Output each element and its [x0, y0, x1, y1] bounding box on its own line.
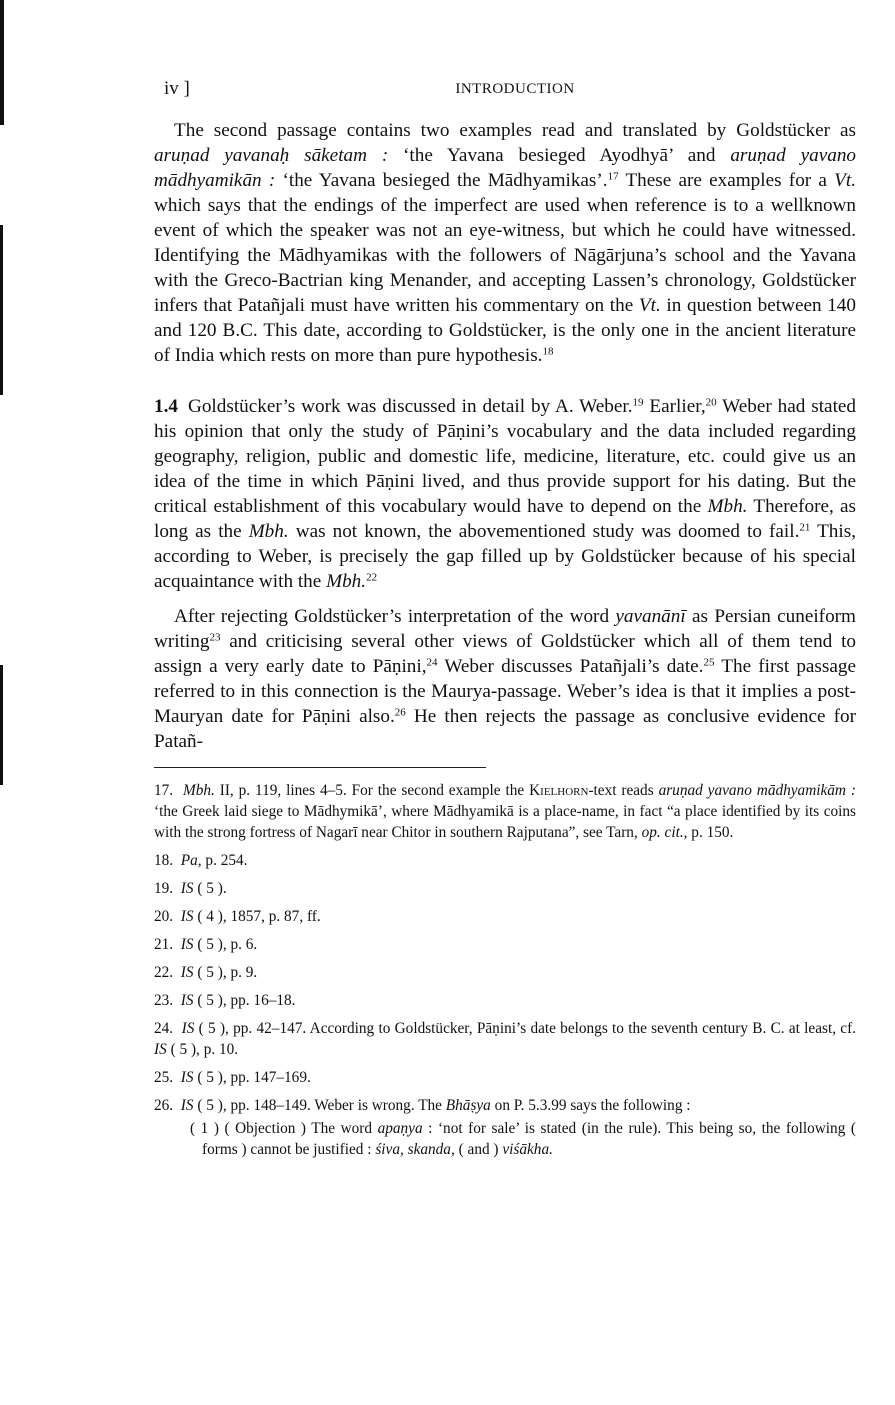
section-number: 1.4 — [154, 396, 178, 417]
footnote-ref: 20 — [705, 396, 717, 409]
footnote-24: 24. IS ( 5 ), pp. 42–147. According to Goldstücker, Pāṇini’s date belongs to the seventh century B. C. at least, cf. IS ( 5 ), p. 10. — [154, 1020, 856, 1058]
footnote-ref: 25 — [703, 656, 715, 669]
footnote-21: 21. IS ( 5 ), p. 6. — [154, 936, 258, 953]
main-text — [154, 118, 856, 754]
paragraph-goldstucker-examples: The second passage contains two examples read and translated by Goldstücker as aruṇad yavanaḥ sāketam : ‘the Yavana besieged Ayodhyā’ and aruṇad yavano mādhyamikān : ‘the Yavana besieged the Mādhyamikas’.$^{17}$ These are examples for a Vt. which says that the endings of the imperfect are used when reference is to a wellknown event of which the speaker was not an eye-witness, but which he could have witnessed. Identifying the Mādhyamikas with the followers of Nāgārjuna’s school and the Yavana with the Greco-Bactrian king Menander, and accepting Lassen’s chronology, Goldstücker infers that Patañjali must have written his commentary on the Vt. in question between 140 and 120 B.C. This date, according to Goldstücker, is the only one in the ancient literature of India which rests on more than pure hypothesis.$^{18}$ — [154, 120, 857, 366]
footnote-ref: 17 — [607, 170, 619, 183]
footnote-19: 19. IS ( 5 ). — [154, 880, 227, 897]
running-title: INTRODUCTION — [455, 81, 575, 97]
footnote-17: 17. Mbh. II, p. 119, lines 4–5. For the second example the Kielhorn-text reads aruṇad yavano mādhyamikām : ‘the Greek laid siege to Mādhymikā’, where Mādhyamikā is a place-name, in fact “a place identified by its coins with the strong fortress of Nagarī near Chitor in southern Rajputana”, see Tarn, op. cit., p. 150. — [154, 782, 856, 841]
footnote-18: 18. Pa, p. 254. — [154, 852, 248, 869]
scan-edge-mark — [0, 0, 4, 125]
paragraph-section-1-4: 1.4 Goldstücker’s work was discussed in detail by A. Weber.$^{19}$ Earlier,$^{20}$ Weber had stated his opinion that only the study of Pāṇini’s vocabulary and the data included regarding geography, religion, public and domestic life, medicine, literature, etc. could give us an idea of the time in which Pāṇini lived, and thus provide support for his dating. But the critical establishment of this vocabulary would have to depend on the Mbh. Therefore, as long as the Mbh. was not known, the abovementioned study was doomed to fail.$^{21}$ This, according to Weber, is precisely the gap filled up by Goldstücker because of his special acquaintance with the Mbh.$^{22}$ — [154, 396, 857, 592]
footnote-26: 26. IS ( 5 ), pp. 148–149. Weber is wrong. The Bhāṣya on P. 5.3.99 says the following : — [154, 1097, 691, 1114]
book-page — [154, 70, 856, 1160]
footnote-ref: 19 — [632, 396, 644, 409]
footnote-ref: 24 — [426, 656, 438, 669]
footnote-ref: 21 — [799, 521, 811, 534]
footnote-ref: 23 — [209, 631, 221, 644]
footnote-23: 23. IS ( 5 ), pp. 16–18. — [154, 992, 296, 1009]
footnote-ref: 22 — [366, 571, 378, 584]
scan-edge-mark — [0, 665, 3, 785]
footnote-divider — [154, 767, 486, 768]
scan-edge-mark — [0, 225, 3, 395]
footnote-ref: 18 — [542, 345, 554, 358]
footnote-25: 25. IS ( 5 ), pp. 147–169. — [154, 1069, 311, 1086]
paragraph-weber-discussion: After rejecting Goldstücker’s interpretation of the word yavanānī as Persian cuneiform writing$^{23}$ and criticising several other views of Goldstücker which all of them tend to assign a very early date to Pāṇini,$^{24}$ Weber discusses Patañjali’s date.$^{25}$ The first passage referred to in this connection is the Maurya-passage. Weber’s idea is that it implies a post-Mauryan date for Pāṇini also.$^{26}$ He then rejects the passage as conclusive evidence for Patañ- — [154, 606, 856, 752]
footnote-ref: 26 — [394, 706, 406, 719]
page-number: iv ] — [164, 78, 190, 99]
footnote-26-quotation: ( 1 ) ( Objection ) The word apaṇya : ‘not for sale’ is stated (in the rule). This being so, the following ( forms ) cannot be justified : śiva, skanda, ( and ) viśākha. — [190, 1120, 856, 1158]
footnote-22: 22. IS ( 5 ), p. 9. — [154, 964, 258, 981]
footnotes — [154, 780, 856, 1160]
footnote-20: 20. IS ( 4 ), 1857, p. 87, ff. — [154, 908, 321, 925]
running-head — [154, 70, 856, 104]
